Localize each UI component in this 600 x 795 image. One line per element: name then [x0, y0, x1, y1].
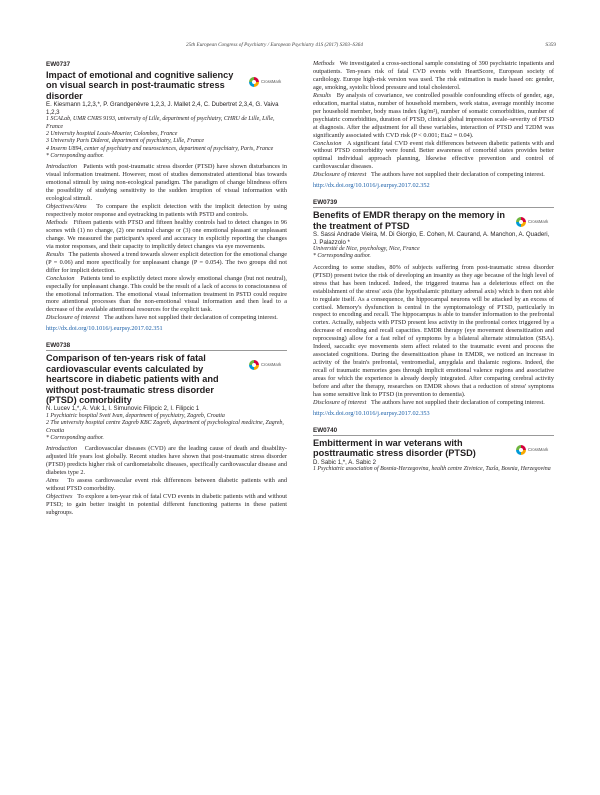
abstract-ew0739: [313, 198, 554, 418]
disclosure-paragraph: Disclosure of interest The authors have not supplied their declaration of competing interest.: [46, 314, 278, 322]
methods-paragraph: Methods We investigated a cross-sectional sample consisting of 390 psychiatric inpatients and outpatients. Ten-years risk of fatal CVD events with HeartScore, European society of cardiology. Europe high-risk version was used. The risk estimation is made based on: gender, age, smoking, systolic blood pressure and total cholesterol.: [313, 60, 555, 91]
abstract-title: Embitterment in war veterans with posttraumatic stress disorder (PTSD): [313, 437, 476, 459]
affiliation: 2 The university hospital centre Zagreb KBC Zagreb, department of psychological medicine, Zagreb, Croatia: [46, 420, 284, 434]
results-paragraph: Results The patients showed a trend towards slower explicit detection for the emotional change (P = 0.06) and more specifically for unpleasant change (P = 0.054). The two groups did not differ for implicit detection.: [46, 250, 287, 274]
author-list: S. Sassi Andrade Vieira, M. Di Giorgio, E. Cohen, M. Caurand, A. Manchon, A. Quaderi, J. Palazzolo *: [313, 231, 550, 246]
crossmark-icon: [249, 360, 259, 370]
doi-link[interactable]: http://dx.doi.org/10.1016/j.eurpsy.2017.02.353: [313, 409, 430, 417]
abstract-ew0738: [46, 341, 287, 516]
affiliation: Université de Nice, psychology, Nice, France: [313, 246, 420, 253]
abstract-title: Benefits of EMDR therapy on the memory in the treatment of PTSD: [313, 210, 505, 231]
corresponding-note: * Corresponding author.: [313, 253, 371, 260]
body-paragraph: According to some studies, 80% of subjects suffering from post-traumatic stress disorder (PTSD) present twice the risk of developing an insanity as they age because of the high level of stress that has been induced. Indeed, the triggered trauma has a deleterious effect on the establishment of the stress' axis (the hypothalamic pituitary adrenal axis) which is then not able to regulate itself. As a consequence, the hippocampal neurons will be attacked by an excess of cortisol. Memory's dysfunction is central in the symptomatology of PTSD, particularly in respect to encoding and recall. The hippocampus is able to transfer information to the prefrontal cortex. Actually, subjects with PTSD present less activity in the prefrontal cortex triggered by a decrease of encoding and recall capacities. EMDR therapy (eye movement desensitization and reprocessing) allow for a fast relief of symptoms by a bilateral alternate stimulation (SBA). Indeed, saccadic eye movements stem affect related to the traumatic event and process the associated cognitions. During the desensitization phase in EMDR, we noticed an increase in activity of the brain's prefrontal, ventromedial, amygdala and thalamic regions. Indeed, the recall of traumatic memories goes through implicit emotional valence regions and associative areas for which the experience is already deeply integrated. After comparing cerebral activity before and after the therapy, researches on EMDR shows that a reduction of stress' symptoms has some sensitive link to PTSD (in prevention to dementia).: [313, 263, 554, 398]
author-list: D. Sabic 1,*, A. Sabic 2: [313, 458, 377, 466]
doi-link[interactable]: http://dx.doi.org/10.1016/j.eurpsy.2017.02.351: [46, 325, 163, 333]
abstract-ew0737: [46, 60, 287, 333]
affiliation: 1 Psychiatric association of Bosnia-Herzegovina, health centre Zivinice, Tuzla, Bosnia, Herzegovina: [313, 466, 551, 473]
crossmark-badge[interactable]: CrossMark: [249, 359, 283, 371]
journal-citation: 25th European Congress of Psychiatry / European Psychiatry 41S (2017) S303–S364: [186, 42, 363, 48]
page-number: S359: [545, 42, 556, 48]
author-list: E. Kiesmann 1,2,3,*, P. Grandgenèvre 1,2,3, J. Mallet 2,4, C. Dubertret 2,3,4, G. Vaiva 1,2,3: [46, 101, 279, 116]
conclusion-paragraph: Conclusion A significant fatal CVD event risk differences between diabetic patients with and without PTSD comorbidity were found. Better awareness of comorbid states provides better optimal individual approach planning, likewise effective prevention and control of cardiovascular diseases.: [313, 139, 554, 171]
introduction-paragraph: Introduction Patients with post-traumatic stress disorder (PTSD) have shown disturbances in visual information treatment. However, most of studies demonstrated attentional bias towards emotional stimuli by using non-ecological paradigm. The paradigm of change blindness offers the possibility of studying sensitivity to the sudden irruption of visual information with ecological stimuli.: [46, 163, 287, 203]
results-paragraph: Results By analysis of covariance, we controlled possible confounding effects of gender, age, education, marital status, number of household members, work status, average monthly income per household member, body mass index (kg/m²), number of somatic comorbidities, number of psychiatric comorbidities, duration of PTSD, clinical global impression scale–severity of PTSD at diagnosis. After the adjustment for all these variables, interaction of PTSD and T2DM was significantly associated with CVD risk (P < 0.001; Eta2 = 0.04).: [313, 91, 555, 139]
doi-link[interactable]: http://dx.doi.org/10.1016/j.eurpsy.2017.02.352: [313, 182, 430, 190]
crossmark-icon: [516, 445, 526, 455]
abstract-title: Impact of emotional and cognitive saliency on visual search in post-traumatic stress disorder: [46, 70, 234, 101]
author-list: N. Lucev 1,*, A. Vuk 1, I. Simunovic Filipcic 2, I. Filipcic 1: [46, 405, 200, 413]
abstract-title: Comparison of ten-years risk of fatal cardiovascular events calculated by heartscore in diabetic patients with and without post-traumatic stress disorder (PTSD) comorbidity: [46, 353, 219, 405]
crossmark-badge[interactable]: CrossMark: [516, 216, 550, 228]
aims-paragraph: Aims To assess cardiovascular event risk differences between diabetic patients with and without PTSD comorbidity.: [46, 477, 287, 492]
left-column: [46, 60, 287, 517]
affiliation: 1 Psychiatric hospital Sveti Ivan, department of psychiatry, Zagreb, Croatia: [46, 412, 225, 419]
methods-paragraph: Methods Fifteen patients with PTSD and fifteen healthy controls had to detect changes in 96 scenes with (1) no change, (2) one neutral change or (3) one emotional pleasant or unpleasant change. We measured the participant's speed and accuracy in explicitly reporting the changes via motor responses, and their capacity to implicitly detect changes via eye movements.: [46, 218, 288, 250]
corresponding-note: * Corresponding author.: [46, 152, 104, 159]
abstract-id: EW0740: [313, 426, 338, 434]
objectives-paragraph: Objectives To explore a ten-year risk of fatal CVD events in diabetic patients with and without PTSD; to gain better insight in potential different functioning patterns in these patient subgroups.: [46, 492, 287, 516]
crossmark-badge[interactable]: CrossMark: [249, 76, 283, 88]
affiliation: 4 Inserm U894, center of psychiatry and neurosciences, department of psychiatry, Paris, France: [46, 145, 274, 152]
objectives-paragraph: Objectives/Aims To compare the explicit detection with the implicit detection by using respectively motor response and eyetracking in patients with PSTD and controls.: [46, 203, 288, 218]
affiliation: 3 University Paris Diderot, department of psychiatry, Lille, France: [46, 138, 204, 145]
abstract-ew0738-continued: [313, 60, 554, 190]
disclosure-paragraph: Disclosure of interest The authors have not supplied their declaration of competing interest.: [313, 171, 545, 179]
abstract-id: EW0737: [46, 61, 71, 68]
affiliation: 2 University hospital Louis-Mourier, Colombes, France: [46, 130, 178, 137]
right-column: [313, 60, 554, 474]
affiliation: 1 SCALab, UMR CNRS 9193, university of Lille, department of psychiatry, CHRU de Lille, Lille, France: [46, 116, 275, 130]
abstract-id: EW0739: [313, 199, 338, 207]
abstract-ew0740: [313, 426, 554, 474]
disclosure-paragraph: Disclosure of interest The authors have not supplied their declaration of competing interest.: [313, 398, 545, 406]
corresponding-note: * Corresponding author.: [46, 434, 104, 441]
crossmark-icon: [516, 217, 526, 227]
crossmark-icon: [249, 77, 259, 87]
crossmark-badge[interactable]: CrossMark: [516, 444, 550, 456]
abstract-id: EW0738: [46, 342, 71, 350]
conclusion-paragraph: Conclusion Patients tend to explicitly detect more slowly emotional change (but not neutral), especially for unpleasant change. This could be the result of a lack of access to consciousness of the emotional information. The emotional visual information treatment in PSTD could require more attentional processes than the non-emotional visual information and then lead to a decrease of the available attentional resources for the explicit task.: [46, 274, 287, 314]
introduction-paragraph: Introduction Cardiovascular diseases (CVD) are the leading cause of death and disability-adjusted life years lost globally. Recent studies have shown that post-traumatic stress disorder (PTSD) predicts higher risk of cardiometabolic diseases, specifically cardiovascular disease and diabetes type 2.: [46, 445, 288, 477]
